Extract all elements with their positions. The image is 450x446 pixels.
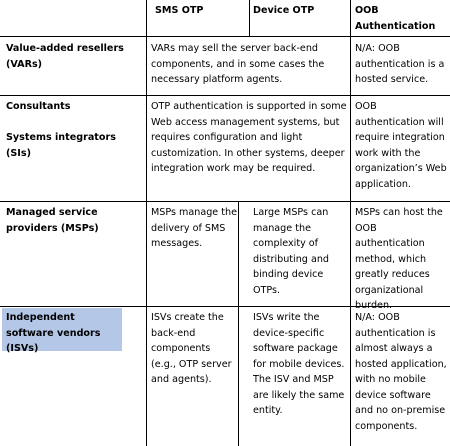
consultants-oob-cell: OOB authentication will require integration work with the organization’s Web application. <box>355 101 447 190</box>
isvs-sms-cell: ISVs create the back-end components (e.g., OTP server and agents). <box>151 312 232 385</box>
row-label-msps: Managed service providers (MSPs) <box>6 207 99 234</box>
row-divider <box>0 36 450 37</box>
column-divider <box>146 0 147 446</box>
row-label-consultants: Consultants <box>6 101 71 112</box>
vars-sms-device-cell: VARs may sell the server back-end components, and in some cases the necessary platform agents. <box>151 43 325 85</box>
column-divider <box>350 0 351 446</box>
isvs-oob-cell: N/A: OOB authentication is almost always a hosted application, with no mobile device software and no on-premise components. <box>355 312 447 432</box>
column-divider <box>238 201 239 446</box>
row-label-systems-integrators: Systems integrators (SIs) <box>6 132 116 159</box>
row-divider <box>0 201 450 202</box>
msps-sms-cell: MSPs manage the delivery of SMS messages. <box>151 207 237 249</box>
column-divider <box>249 0 250 36</box>
msps-oob-cell: MSPs can host the OOB authentication method, which greatly reduces organizational burden. <box>355 207 443 311</box>
row-label-vars: Value-added resellers (VARs) <box>6 43 124 70</box>
header-sms-otp: SMS OTP <box>155 5 204 16</box>
consultants-sms-device-cell: OTP authentication is supported in some Web access management systems, but requires configuration and light customization. In other systems, deeper integration work may be required. <box>151 101 347 174</box>
isvs-device-cell: ISVs write the device-specific software package for mobile devices. The ISV and MSP are likely the same entity. <box>253 312 345 416</box>
header-oob-authentication: OOB Authentication <box>355 5 436 32</box>
row-label-isvs: Independent software vendors (ISVs) <box>6 312 101 354</box>
row-divider <box>0 95 450 96</box>
header-device-otp: Device OTP <box>253 5 315 16</box>
vars-oob-cell: N/A: OOB authentication is a hosted service. <box>355 43 445 85</box>
msps-device-cell: Large MSPs can manage the complexity of distributing and binding device OTPs. <box>253 207 329 296</box>
